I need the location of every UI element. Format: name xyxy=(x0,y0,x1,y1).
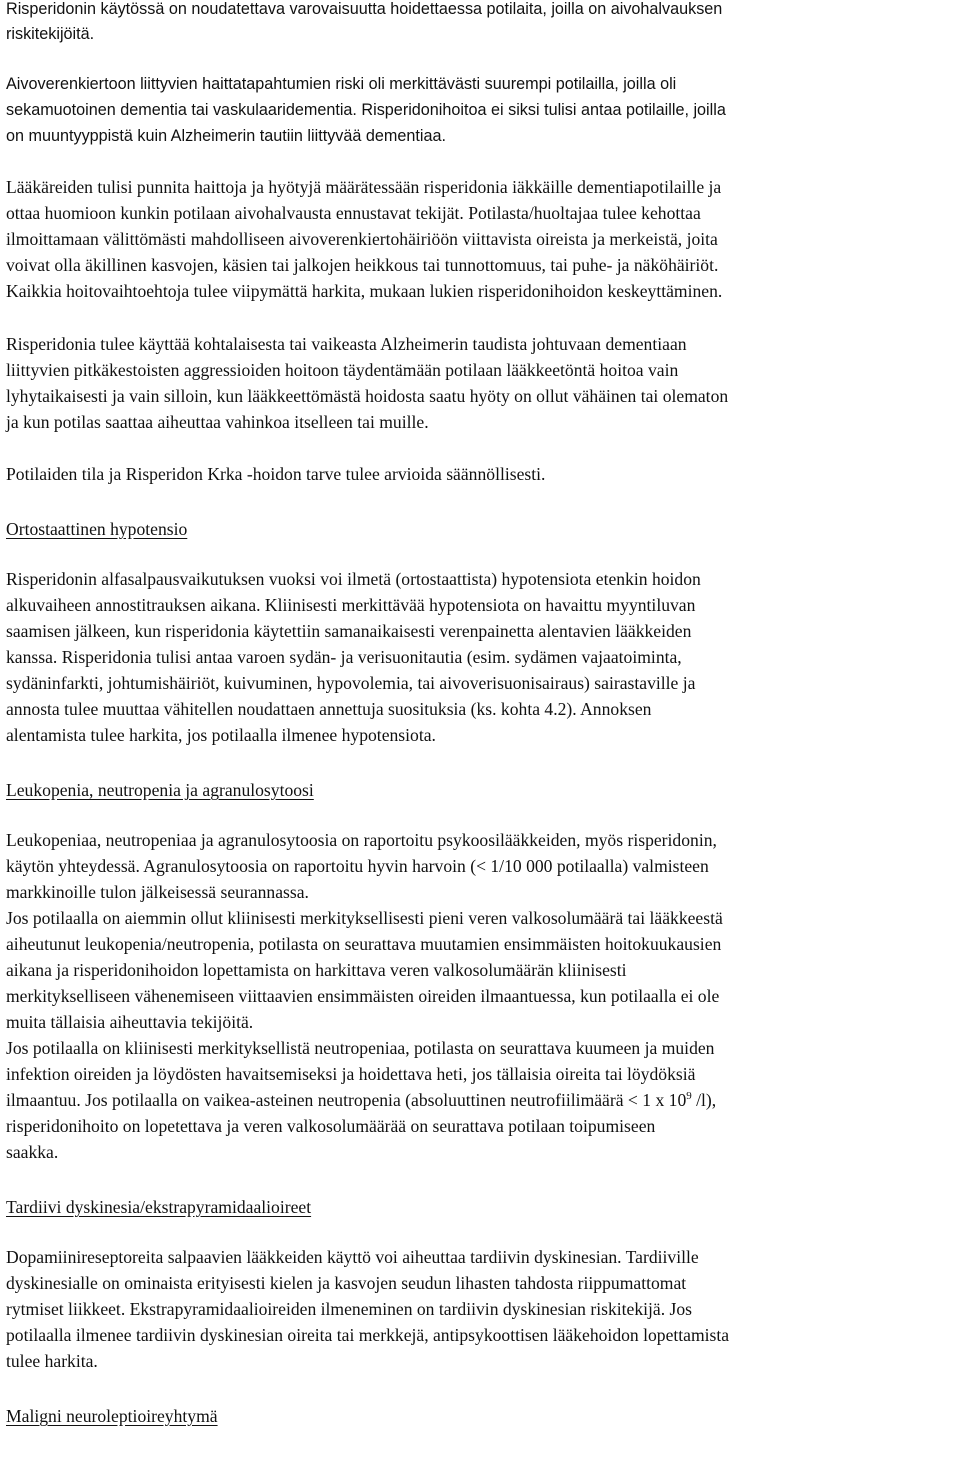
text-line: Risperidonin käytössä on noudatettava varovaisuutta hoidettaessa potilaita, joilla on aivohalvauksen xyxy=(6,0,723,18)
text-line xyxy=(6,1092,716,1110)
text-line: tulee harkita. xyxy=(6,1351,98,1371)
text-line: kanssa. Risperidonia tulisi antaa varoen sydän- ja verisuonitautia (esim. sydämen vajaatoiminta, xyxy=(6,647,682,667)
text-line: sydäninfarkti, johtumishäiriöt, kuivuminen, hypovolemia, tai aivoverisuonisairaus) sairastaville ja xyxy=(6,673,696,693)
text-line: ottaa huomioon kunkin potilaan aivohalvausta ennustavat tekijät. Potilasta/huoltajaa tulee kehottaa xyxy=(6,203,701,223)
text-line: alentamista tulee harkita, jos potilaalla ilmenee hypotensiota. xyxy=(6,725,436,745)
text-line: alkuvaiheen annostitrauksen aikana. Kliinisesti merkittävää hypotensiota on havaittu myyntiluvan xyxy=(6,595,696,615)
paragraph-regular-assessment: Potilaiden tila ja Risperidon Krka -hoidon tarve tulee arvioida säännöllisesti. xyxy=(6,464,546,484)
text-line: ja kun potilas saattaa aiheuttaa vahinkoa itselleen tai muille. xyxy=(6,412,429,432)
text-line: saamisen jälkeen, kun risperidonia käytettiin samanaikaisesti verenpainetta alentavien lääkkeiden xyxy=(6,621,692,641)
text-span: ilmaantuu. Jos potilaalla on vaikea-asteinen neutropenia (absoluuttinen neutrofiilimäärä < 1 x 10 xyxy=(6,1090,687,1110)
text-line: potilaalla ilmenee tardiivin dyskinesian oireita tai merkkejä, antipsykoottisen lääkehoidon lopettamista xyxy=(6,1325,730,1345)
text-line: liittyvien pitkäkestoisten aggressioiden hoitoon täydentämään potilaan lääkkeetöntä hoitoa vain xyxy=(6,360,679,380)
text-line: Jos potilaalla on kliinisesti merkityksellistä neutropeniaa, potilasta on seurattava kuumeen ja muiden xyxy=(6,1038,715,1058)
text-line: käytön yhteydessä. Agranulosytoosia on raportoitu hyvin harvoin (< 1/10 000 potilaalla) valmisteen xyxy=(6,856,709,876)
text-line: dyskinesialle on ominaista erityisesti kielen ja kasvojen seudun lihasten tahdosta riippumattomat xyxy=(6,1273,687,1293)
text-line: saakka. xyxy=(6,1142,59,1162)
text-line: ilmoittamaan välittömästi mahdolliseen aivoverenkiertohäiriöön viittavista oireista ja merkeistä, joita xyxy=(6,229,718,249)
text-line: Lääkäreiden tulisi punnita haittoja ja hyötyjä määrätessään risperidonia iäkkäille dementiapotilaille ja xyxy=(6,177,722,197)
text-line: voivat olla äkillinen kasvojen, käsien tai jalkojen heikkous tai tunnottomuus, tai puhe- ja näköhäiriöt. xyxy=(6,255,719,275)
text-line: muita tällaisia aiheuttavia tekijöitä. xyxy=(6,1012,254,1032)
text-line: Risperidonia tulee käyttää kohtalaisesta tai vaikeasta Alzheimerin taudista johtuvaan dementiaan xyxy=(6,334,687,354)
text-line: on muuntyyppistä kuin Alzheimerin tautiin liittyvää dementiaa. xyxy=(6,127,446,145)
text-line: riskitekijöitä. xyxy=(6,25,95,43)
text-line: aikana ja risperidonihoidon lopettamista on harkittava veren valkosolumäärän kliinisesti xyxy=(6,960,627,980)
text-line: Dopamiinireseptoreita salpaavien lääkkeiden käyttö voi aiheuttaa tardiivin dyskinesian. Tardiiville xyxy=(6,1247,699,1267)
text-line: markkinoille tulon jälkeisessä seurannassa. xyxy=(6,882,309,902)
text-line: Leukopeniaa, neutropeniaa ja agranulosytoosia on raportoitu psykoosilääkkeiden, myös risperidonin, xyxy=(6,830,717,850)
text-line: Aivoverenkiertoon liittyvien haittatapahtumien riski oli merkittävästi suurempi potilailla, joilla oli xyxy=(6,75,677,93)
text-line: infektion oireiden ja löydösten havaitsemiseksi ja hoidettava heti, jos tällaisia oireita tai löydöksiä xyxy=(6,1064,696,1084)
section-heading-leukopenia: Leukopenia, neutropenia ja agranulosytoosi xyxy=(6,780,314,800)
text-line: Risperidonin alfasalpausvaikutuksen vuoksi voi ilmetä (ortostaattista) hypotensiota etenkin hoidon xyxy=(6,569,701,589)
text-line: annosta tulee muuttaa vähitellen noudattaen annettuja suosituksia (ks. kohta 4.2). Annoksen xyxy=(6,699,652,719)
text-line: risperidonihoito on lopetettava ja veren valkosolumäärää on seurattava potilaan toipumiseen xyxy=(6,1116,656,1136)
text-line: rytmiset liikkeet. Ekstrapyramidaalioireiden ilmeneminen on tardiivin dyskinesian riskitekijä. Jos xyxy=(6,1299,693,1319)
text-line: merkitykselliseen vähenemiseen viittaavien ensimmäisten oireiden ilmaantuessa, kun potilaalla ei ole xyxy=(6,986,720,1006)
section-heading-orthostatic-hypotension: Ortostaattinen hypotensio xyxy=(6,519,188,539)
section-heading-nms: Maligni neuroleptioireyhtymä xyxy=(6,1406,218,1426)
text-line: Kaikkia hoitovaihtoehtoja tulee viipymättä harkita, mukaan lukien risperidonihoidon keskeyttäminen. xyxy=(6,281,723,301)
section-heading-tardive-dyskinesia: Tardiivi dyskinesia/ekstrapyramidaalioireet xyxy=(6,1197,312,1217)
text-span: /l), xyxy=(691,1090,717,1110)
exponent: 9 xyxy=(686,1090,692,1102)
text-line: aiheutunut leukopenia/neutropenia, potilasta on seurattava muutamien ensimmäisten hoitokuukausien xyxy=(6,934,722,954)
text-line: sekamuotoinen dementia tai vaskulaaridementia. Risperidonihoitoa ei siksi tulisi antaa potilaille, joilla xyxy=(6,101,726,119)
text-line: lyhytaikaisesti ja vain silloin, kun lääkkeettömästä hoidosta saatu hyöty on ollut vähäinen tai olematon xyxy=(6,386,729,406)
text-line: Jos potilaalla on aiemmin ollut kliinisesti merkityksellisesti pieni veren valkosolumäärä tai lääkkeestä xyxy=(6,908,723,928)
